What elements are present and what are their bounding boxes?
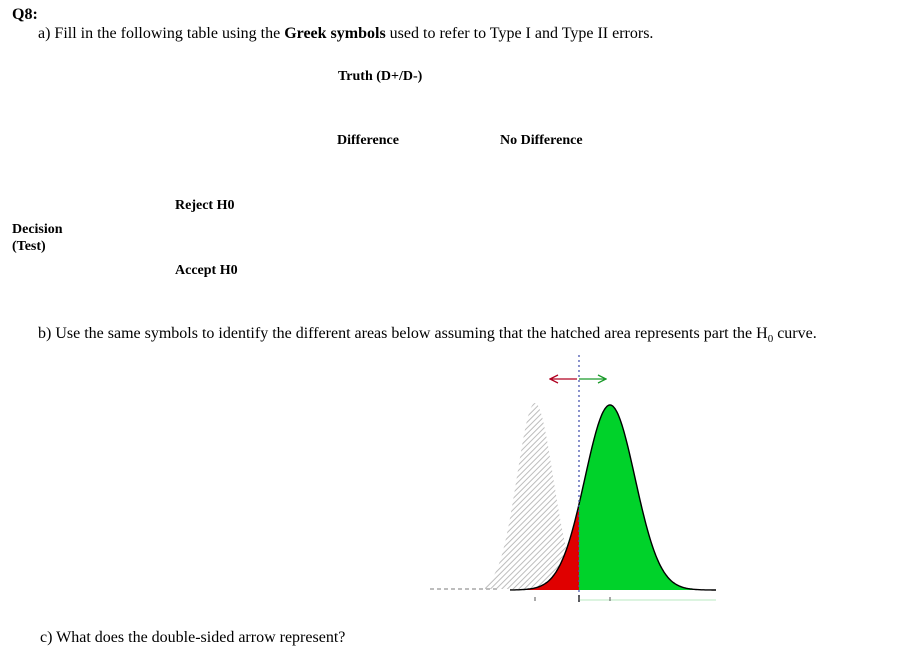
green-area bbox=[579, 405, 716, 590]
part-b-text: b) Use the same symbols to identify the different areas below assuming that the hatched area represents part the H bbox=[38, 325, 768, 342]
row-accept-h0: Accept H0 bbox=[175, 263, 238, 278]
hypothesis-distribution-figure bbox=[400, 345, 740, 615]
column-difference: Difference bbox=[337, 133, 399, 148]
part-a-instruction bbox=[38, 25, 653, 43]
part-b-suffix: curve. bbox=[773, 325, 817, 342]
question-number: Q8: bbox=[12, 6, 38, 23]
decision-label: Decision bbox=[12, 222, 63, 237]
column-no-difference: No Difference bbox=[500, 133, 583, 148]
decision-test-label: (Test) bbox=[12, 239, 46, 254]
part-b-instruction bbox=[38, 325, 817, 345]
part-a-suffix: used to refer to Type I and Type II errors. bbox=[385, 25, 654, 42]
part-c-question: c) What does the double-sided arrow represent? bbox=[40, 629, 346, 646]
part-b-subscript: 0 bbox=[767, 333, 774, 346]
part-a-prefix: a) Fill in the following table using the bbox=[38, 25, 285, 42]
truth-header: Truth (D+/D-) bbox=[338, 69, 423, 84]
row-reject-h0: Reject H0 bbox=[175, 198, 235, 213]
part-a-bold-text: Greek symbols bbox=[284, 25, 386, 42]
